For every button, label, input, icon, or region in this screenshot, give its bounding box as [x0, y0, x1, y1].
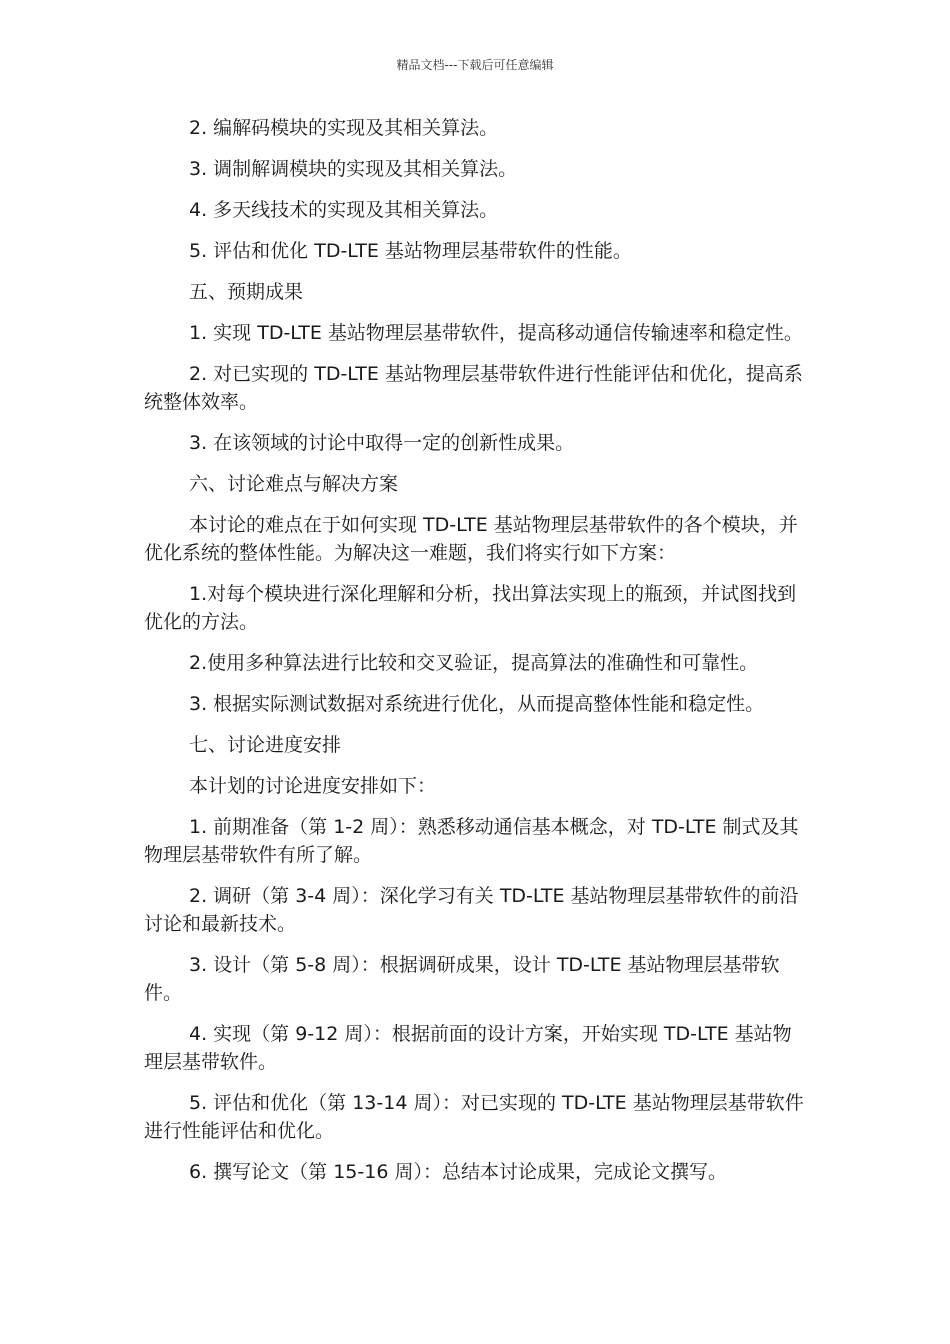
body-paragraph: 本计划的讨论进度安排如下： — [189, 775, 437, 797]
list-item: 2. 对已实现的 TD-LTE 基站物理层基带软件进行性能评估和优化，提高系统整体效率。 — [144, 363, 803, 413]
list-item: 3. 设计（第 5-8 周）：根据调研成果，设计 TD-LTE 基站物理层基带软件。 — [144, 954, 780, 1004]
list-item: 5. 评估和优化 TD-LTE 基站物理层基带软件的性能。 — [189, 240, 632, 262]
list-item: 4. 多天线技术的实现及其相关算法。 — [189, 199, 499, 221]
section-heading: 六、讨论难点与解决方案 — [189, 473, 399, 495]
list-item: 1. 前期准备（第 1-2 周）：熟悉移动通信基本概念，对 TD-LTE 制式及其物理层基带软件有所了解。 — [144, 816, 799, 866]
section-heading: 五、预期成果 — [189, 281, 304, 303]
list-item: 4. 实现（第 9-12 周）：根据前面的设计方案，开始实现 TD-LTE 基站物理层基带软件。 — [144, 1023, 792, 1073]
body-paragraph: 本讨论的难点在于如何实现 TD-LTE 基站物理层基带软件的各个模块，并优化系统的整体性能。为解决这一难题，我们将实行如下方案： — [144, 514, 798, 564]
list-item: 3. 在该领域的讨论中取得一定的创新性成果。 — [189, 432, 575, 454]
list-item: 3. 调制解调模块的实现及其相关算法。 — [189, 158, 518, 180]
document-body — [144, 114, 808, 1199]
list-item: 1. 实现 TD-LTE 基站物理层基带软件，提高移动通信传输速率和稳定性。 — [189, 322, 803, 344]
list-item: 1.对每个模块进行深化理解和分析，找出算法实现上的瓶颈，并试图找到优化的方法。 — [144, 583, 797, 633]
list-item: 3. 根据实际测试数据对系统进行优化，从而提高整体性能和稳定性。 — [189, 693, 765, 715]
page-header: 精品文档---下载后可任意编辑 — [396, 58, 554, 72]
list-item: 2. 调研（第 3-4 周）：深化学习有关 TD-LTE 基站物理层基带软件的前沿讨论和最新技术。 — [144, 885, 799, 935]
list-item: 2.使用多种算法进行比较和交叉验证，提高算法的准确性和可靠性。 — [189, 652, 759, 674]
list-item: 2. 编解码模块的实现及其相关算法。 — [189, 117, 499, 139]
section-heading: 七、讨论进度安排 — [189, 734, 342, 756]
list-item: 6. 撰写论文（第 15-16 周）：总结本讨论成果，完成论文撰写。 — [189, 1161, 727, 1183]
list-item: 5. 评估和优化（第 13-14 周）：对已实现的 TD-LTE 基站物理层基带软件进行性能评估和优化。 — [144, 1092, 804, 1142]
